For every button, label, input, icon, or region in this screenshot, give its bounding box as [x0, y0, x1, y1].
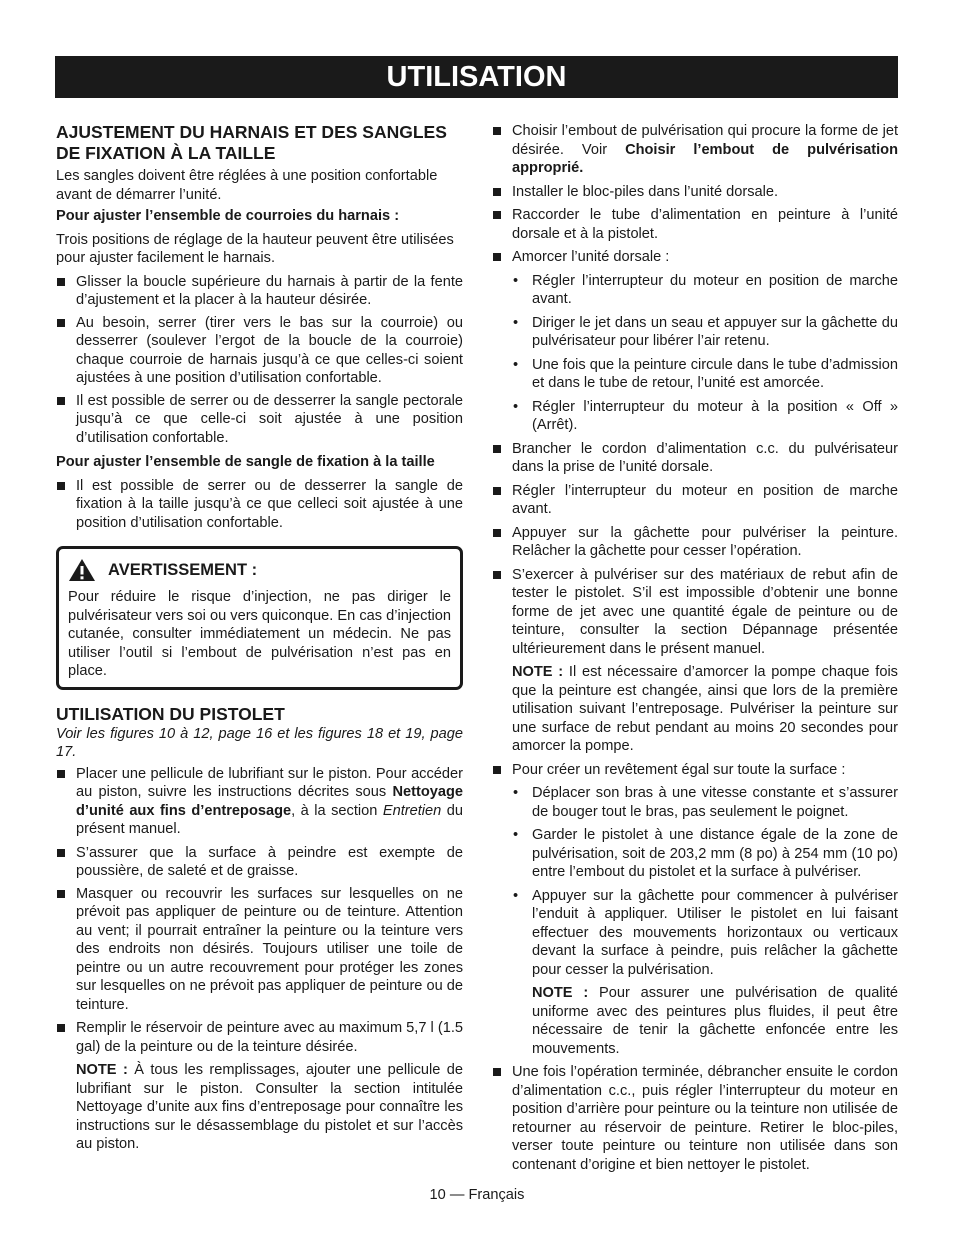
dot-bullet-icon: •: [513, 398, 519, 415]
sub-list-item: • Régler l’interrupteur du moteur en position de marche avant.: [513, 272, 898, 307]
list-item: Régler l’interrupteur du moteur en position de marche avant.: [492, 482, 898, 519]
square-bullet-icon: [57, 770, 65, 778]
square-bullet-icon: [493, 445, 501, 453]
dot-bullet-icon: •: [513, 785, 519, 801]
sub-list-item: • Appuyer sur la gâchette pour commencer à pulvériser l’enduit à appliquer. Utiliser le pistolet en lui faisant effectuer des mouvements horizontaux ou verticaux devant la surface à peindre, puis relâcher la gâchette pour cesser la pulvérisation.: [513, 887, 898, 978]
square-bullet-icon: [493, 766, 501, 774]
list-item: Une fois l’opération terminée, débrancher ensuite le cordon d’alimentation c.c., puis régler l’interrupteur du moteur en position d’arrière pour peinture ou la teinture non utilisée de retourner au réservoir de peinture. Retirer le bloc-piles, verser toute peinture ou teinture non utilisée dans son contenant d’origine et bien nettoyer le pistolet.: [492, 1063, 898, 1174]
square-bullet-icon: [57, 849, 65, 857]
page-number: 10 — Français: [429, 1187, 525, 1203]
warning-title: AVERTISSEMENT :: [108, 560, 258, 579]
warning-box: [56, 546, 463, 690]
dot-bullet-icon: •: [513, 887, 519, 904]
page-title: UTILISATION: [386, 61, 567, 93]
list-item: Glisser la boucle supérieure du harnais à partir de la fente d’ajustement et la placer à la hauteur désirée.: [56, 273, 463, 310]
list-item: Amorcer l’unité dorsale :: [492, 248, 898, 267]
list-item: Il est possible de serrer ou de desserrer la sangle de fixation à la taille jusqu’à ce que celleci soit ajustée à une position d’utilisation confortable.: [56, 477, 463, 533]
square-bullet-icon: [57, 319, 65, 327]
list-item: Pour créer un revêtement égal sur toute la surface :: [492, 761, 898, 780]
square-bullet-icon: [57, 890, 65, 898]
square-bullet-icon: [493, 127, 501, 135]
harness-sub1-text: Trois positions de réglage de la hauteur peuvent être utilisées pour ajuster facilement le harnais.: [56, 231, 454, 266]
right-column: [492, 122, 898, 1174]
dot-bullet-icon: •: [513, 827, 519, 843]
square-bullet-icon: [493, 253, 501, 261]
square-bullet-icon: [493, 1068, 501, 1076]
dot-bullet-icon: •: [513, 314, 519, 331]
square-bullet-icon: [57, 278, 65, 286]
list-item: S’exercer à pulvériser sur des matériaux de rebut afin de tester le pistolet. S’il est impossible d’obtenir une bonne forme de jet avec une quantité égale de peinture ou de teinture, consulter la section Dépannage présentée ultérieurement dans le présent manuel.: [492, 566, 898, 659]
page-title-banner: [55, 56, 898, 98]
square-bullet-icon: [57, 1024, 65, 1032]
note: NOTE : Il est nécessaire d’amorcer la pompe chaque fois que la peinture est changée, ainsi que lors de la première utilisation suivant l’entreposage. Pulvériser la peinture sur une surface de rebut pendant au moins 20 secondes pour amorcer la pompe.: [512, 664, 898, 754]
harness-subheading-2: Pour ajuster l’ensemble de sangle de fixation à la taille: [56, 454, 435, 470]
sub-list-item: • Une fois que la peinture circule dans le tube d’admission et dans le tube de retour, l’unité est amorcée.: [513, 356, 898, 391]
square-bullet-icon: [57, 397, 65, 405]
list-item: Masquer ou recouvrir les surfaces sur lesquelles on ne prévoit pas appliquer de peinture ou de teinture. Attention au vent; il pourrait entraîner la peinture ou la teinture vers des endroits non désirés. Toujours utiliser une toile de peintre ou un autre recouvrement pour protéger les zones sur lesquelles on ne prévoit pas appliquer de peinture ou de teinture.: [56, 885, 463, 1015]
square-bullet-icon: [57, 482, 65, 490]
dot-bullet-icon: •: [513, 356, 519, 373]
note: NOTE : À tous les remplissages, ajouter une pellicule de lubrifiant sur le piston. Consulter la section intitulée Nettoyage d’unite aux fins d’entreposage pour connaître les instructions sur le désassemblage du pistolet et sur l’accès au piston.: [76, 1062, 463, 1152]
list-item: Raccorder le tube d’alimentation en peinture à l’unité dorsale et à la pistolet.: [492, 206, 898, 243]
sub-list-item: • Déplacer son bras à une vitesse constante et s’assurer de bouger tout le bras, pas seulement le poignet.: [513, 785, 898, 820]
left-column: [56, 122, 463, 1154]
list-item: Installer le bloc-piles dans l’unité dorsale.: [492, 183, 898, 202]
warning-header: [68, 558, 451, 582]
page-footer: [0, 1187, 954, 1203]
square-bullet-icon: [493, 188, 501, 196]
square-bullet-icon: [493, 487, 501, 495]
gun-figure-reference: Voir les figures 10 à 12, page 16 et les figures 18 et 19, page 17.: [56, 725, 463, 760]
sub-list-item: • Diriger le jet dans un seau et appuyer sur la gâchette du pulvérisateur pour libérer l’air retenu.: [513, 314, 898, 349]
list-item: Au besoin, serrer (tirer vers le bas sur la courroie) ou desserrer (soulever l’ergot de la boucle de la courroie) chaque courroie de harnais jusqu’à ce que celles-ci soient ajustées à une position d’utilisation confortable.: [56, 314, 463, 388]
warning-text: Pour réduire le risque d’injection, ne pas diriger le pulvérisateur vers soi ou vers quiconque. En cas d’injection cutanée, consulter immédiatement un médecin. Ne pas utiliser l’outil si l’embout de pulvérisation n’est pas en place.: [68, 589, 451, 679]
warning-triangle-icon: [68, 558, 96, 582]
harness-heading: AJUSTEMENT DU HARNAIS ET DES SANGLES DE FIXATION À LA TAILLE: [56, 122, 447, 163]
harness-intro: Les sangles doivent être réglées à une position confortable avant de démarrer l’unité.: [56, 168, 438, 203]
list-item: S’assurer que la surface à peindre est exempte de poussière, de saleté et de graisse.: [56, 844, 463, 881]
gun-heading: UTILISATION DU PISTOLET: [56, 703, 285, 724]
list-item: Appuyer sur la gâchette pour pulvériser la peinture. Relâcher la gâchette pour cesser l’opération.: [492, 524, 898, 561]
note: NOTE : Pour assurer une pulvérisation de qualité uniforme avec des peintures plus fluides, il peut être nécessaire de tenir la gâchette enfoncée entre les mouvements.: [532, 985, 898, 1057]
list-item: Choisir l’embout de pulvérisation qui procure la forme de jet désirée. Voir Choisir l’embout de pulvérisation approprié.: [492, 122, 898, 178]
square-bullet-icon: [493, 529, 501, 537]
list-item: Placer une pellicule de lubrifiant sur le piston. Pour accéder au piston, suivre les instructions décrites sous Nettoyage d’unité aux fins d’entreposage, à la section Entretien du présent manuel.: [56, 765, 463, 839]
sub-list-item: • Garder le pistolet à une distance égale de la zone de pulvérisation, soit de 203,2 mm (8 po) à 254 mm (10 po) entre l’embout du pistolet et la surface à pulvériser.: [513, 827, 898, 880]
list-item: Il est possible de serrer ou de desserrer la sangle pectorale jusqu’à ce que celle-ci soit ajustée à une position d’utilisation confortable.: [56, 392, 463, 448]
square-bullet-icon: [493, 211, 501, 219]
list-item: Remplir le réservoir de peinture avec au maximum 5,7 l (1.5 gal) de la peinture ou de la teinture désirée.: [56, 1019, 463, 1056]
harness-subheading-1: Pour ajuster l’ensemble de courroies du harnais :: [56, 208, 400, 224]
list-item: Brancher le cordon d’alimentation c.c. du pulvérisateur dans la prise de l’unité dorsale.: [492, 440, 898, 477]
dot-bullet-icon: •: [513, 272, 519, 289]
square-bullet-icon: [493, 571, 501, 579]
sub-list-item: • Régler l’interrupteur du moteur à la position « Off » (Arrêt).: [513, 398, 898, 433]
